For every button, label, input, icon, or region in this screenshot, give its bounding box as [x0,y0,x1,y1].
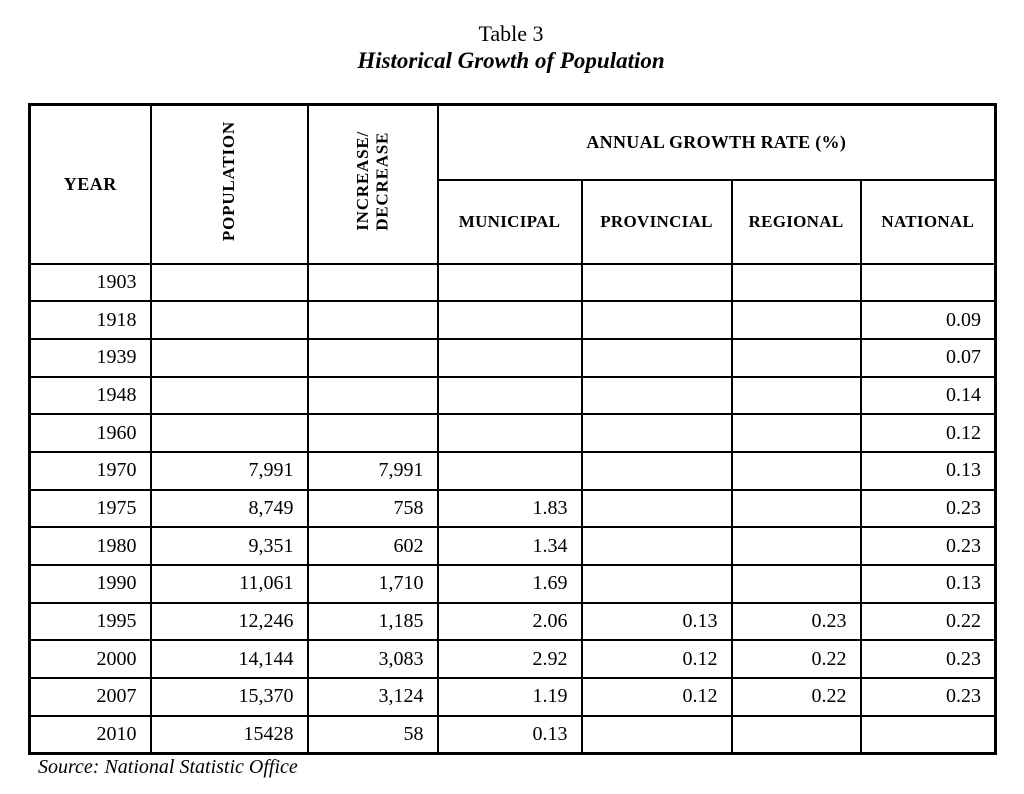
cell-national [861,716,996,754]
cell-national: 0.23 [861,678,996,716]
table-number: Table 3 [478,21,544,46]
cell-population [151,339,308,377]
cell-provincial [582,490,732,528]
cell-municipal [438,339,582,377]
cell-national: 0.23 [861,640,996,678]
cell-municipal [438,301,582,339]
header-national: NATIONAL [861,180,996,264]
cell-population: 11,061 [151,565,308,603]
cell-national: 0.12 [861,414,996,452]
cell-increase: 7,991 [308,452,438,490]
cell-year: 1975 [30,490,151,528]
cell-increase [308,377,438,415]
cell-increase: 58 [308,716,438,754]
cell-population [151,377,308,415]
cell-population: 8,749 [151,490,308,528]
header-population-label: POPULATION [219,121,239,242]
cell-provincial [582,565,732,603]
cell-year: 1980 [30,527,151,565]
header-year: YEAR [30,105,151,264]
cell-national: 0.07 [861,339,996,377]
cell-provincial [582,527,732,565]
cell-national: 0.14 [861,377,996,415]
cell-population: 12,246 [151,603,308,641]
table-title [28,20,994,75]
cell-increase: 602 [308,527,438,565]
table-row [30,301,996,339]
cell-regional [732,565,861,603]
cell-provincial [582,452,732,490]
table-row [30,716,996,754]
cell-year: 2000 [30,640,151,678]
cell-regional: 0.22 [732,640,861,678]
cell-national: 0.13 [861,565,996,603]
cell-municipal: 0.13 [438,716,582,754]
table-row [30,490,996,528]
table-row [30,264,996,302]
cell-provincial: 0.12 [582,640,732,678]
cell-increase: 1,710 [308,565,438,603]
table-row [30,678,996,716]
cell-municipal [438,264,582,302]
cell-increase: 3,124 [308,678,438,716]
cell-year: 1948 [30,377,151,415]
cell-regional [732,339,861,377]
cell-municipal: 1.69 [438,565,582,603]
header-increase-decrease [308,105,438,264]
cell-provincial [582,414,732,452]
table-row [30,527,996,565]
cell-national: 0.23 [861,490,996,528]
cell-municipal: 2.06 [438,603,582,641]
header-regional: REGIONAL [732,180,861,264]
cell-municipal: 1.19 [438,678,582,716]
table-row [30,377,996,415]
cell-provincial [582,264,732,302]
cell-provincial [582,339,732,377]
cell-population: 9,351 [151,527,308,565]
cell-national: 0.23 [861,527,996,565]
cell-municipal [438,377,582,415]
cell-regional: 0.22 [732,678,861,716]
cell-national: 0.22 [861,603,996,641]
cell-regional [732,716,861,754]
cell-year: 1918 [30,301,151,339]
header-municipal: MUNICIPAL [438,180,582,264]
cell-provincial [582,377,732,415]
cell-increase: 758 [308,490,438,528]
cell-provincial: 0.13 [582,603,732,641]
cell-population: 7,991 [151,452,308,490]
cell-population [151,301,308,339]
table-row [30,452,996,490]
cell-municipal: 2.92 [438,640,582,678]
header-population [151,105,308,264]
cell-year: 2010 [30,716,151,754]
cell-municipal: 1.34 [438,527,582,565]
table-row [30,640,996,678]
cell-increase [308,339,438,377]
cell-population: 15428 [151,716,308,754]
cell-national: 0.13 [861,452,996,490]
cell-provincial [582,301,732,339]
cell-population: 14,144 [151,640,308,678]
cell-population [151,264,308,302]
cell-year: 1995 [30,603,151,641]
cell-increase [308,264,438,302]
cell-population [151,414,308,452]
table-row [30,339,996,377]
cell-national [861,264,996,302]
cell-regional [732,264,861,302]
table-row [30,603,996,641]
cell-increase: 3,083 [308,640,438,678]
cell-population: 15,370 [151,678,308,716]
cell-regional [732,452,861,490]
cell-year: 2007 [30,678,151,716]
source-note: Source: National Statistic Office [38,756,298,778]
cell-year: 1960 [30,414,151,452]
cell-regional [732,377,861,415]
cell-increase: 1,185 [308,603,438,641]
header-increase-decrease-label: INCREASE/ DECREASE [352,131,392,232]
cell-provincial: 0.12 [582,678,732,716]
cell-municipal: 1.83 [438,490,582,528]
cell-year: 1939 [30,339,151,377]
cell-regional: 0.23 [732,603,861,641]
table-caption: Historical Growth of Population [357,48,665,73]
table-row [30,414,996,452]
header-annual-growth-rate: ANNUAL GROWTH RATE (%) [438,105,996,180]
cell-regional [732,527,861,565]
cell-national: 0.09 [861,301,996,339]
cell-increase [308,414,438,452]
cell-provincial [582,716,732,754]
cell-year: 1990 [30,565,151,603]
population-table [28,103,997,755]
cell-regional [732,414,861,452]
cell-year: 1970 [30,452,151,490]
cell-regional [732,301,861,339]
cell-municipal [438,414,582,452]
cell-increase [308,301,438,339]
cell-municipal [438,452,582,490]
table-row [30,565,996,603]
header-provincial: PROVINCIAL [582,180,732,264]
cell-regional [732,490,861,528]
cell-year: 1903 [30,264,151,302]
